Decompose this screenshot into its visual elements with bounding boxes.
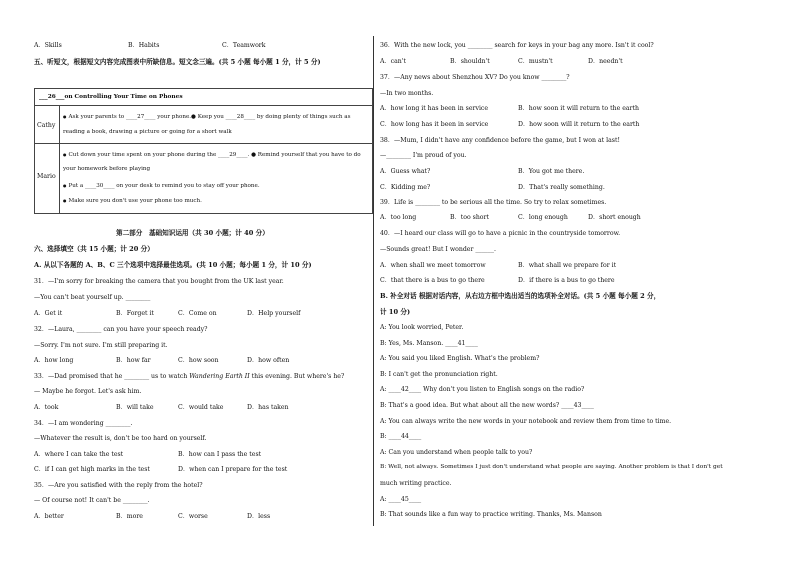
option[interactable]: B．Habits [128, 42, 160, 49]
dialogue-line: A: ____45____ [380, 496, 422, 503]
table-divider [35, 105, 372, 106]
question-line: — Of course not! It can't be ________. [34, 497, 150, 504]
option[interactable]: B．You got me there. [518, 168, 585, 175]
movie-title: Wandering Earth II [189, 373, 250, 380]
question-39: 39．Life is ________ to be serious all the time. So try to relax sometimes. [380, 199, 607, 206]
question-line: —________ I'm proud of you. [380, 152, 467, 159]
info-table [34, 88, 373, 214]
dialogue-line: B: That's a good idea. But what about all the new words? ____43____ [380, 402, 594, 409]
table-cell: ● Put a ____30____ on your desk to remind you to stay off your phone. [63, 182, 260, 190]
dialogue-line: B: Yes, Ms. Manson. ____41____ [380, 340, 478, 347]
option[interactable]: D．how soon will it return to the earth [518, 121, 640, 128]
dialogue-line: A: ____42____ Why don't you listen to English songs on the radio? [380, 386, 585, 393]
question-38: 38．—Mum, I didn't have any confidence before the game, but I won at last! [380, 137, 620, 144]
table-divider [35, 143, 372, 144]
option[interactable]: A．how long it has been in service [380, 105, 489, 112]
part-heading: 第二部分 基础知识运用（共 30 小题；计 40 分） [116, 229, 269, 237]
option[interactable]: D．when can I prepare for the test [178, 466, 288, 473]
question-line: —Whatever the result is, don't be too hard on yourself. [34, 435, 207, 442]
option[interactable]: A．can't [380, 58, 406, 65]
dialogue-line: B: Well, not always. Sometimes I just don't understand what people are saying. Another problem is that I don't get [380, 464, 723, 470]
option[interactable]: C．worse [178, 513, 208, 520]
dialogue-line: B: That sounds like a fun way to practice writing. Thanks, Ms. Manson [380, 511, 602, 518]
table-cell: reading a book, drawing a picture or going for a short walk [63, 129, 232, 135]
option[interactable]: C．how soon [178, 357, 219, 364]
option[interactable]: D．has taken [247, 404, 289, 411]
option[interactable]: C．that there is a bus to go there [380, 277, 485, 284]
option[interactable]: D．That's really something. [518, 184, 605, 191]
question-31: 31．—I'm sorry for breaking the camera that you bought from the UK last year. [34, 278, 284, 285]
table-title: ___26___on Controlling Your Time on Phones [39, 94, 183, 100]
option[interactable]: A．Get it [34, 310, 63, 317]
option[interactable]: A．Guess what? [380, 168, 431, 175]
option[interactable]: C．Kidding me? [380, 184, 431, 191]
question-line: —Sounds great! But I wonder ______. [380, 246, 496, 253]
dialogue-line: much writing practice. [380, 480, 452, 487]
question-34: 34．—I am wondering ________. [34, 420, 133, 427]
cathy-label: Cathy [37, 122, 56, 129]
question-37: 37．—Any news about Shenzhou XV? Do you know ________? [380, 74, 570, 81]
option[interactable]: B．Forget it [116, 310, 154, 317]
question-35: 35．—Are you satisfied with the reply from the hotel? [34, 482, 203, 489]
question-line: —In two months. [380, 90, 434, 97]
table-cell: ● Ask your parents to ____27____ your phone.● Keep you ____28____ by doing plenty of things such as [63, 113, 350, 121]
table-cell: ● Cut down your time spent on your phone during the ____29____. ● Remind yourself that you have to do [63, 151, 361, 159]
section-heading: 计 10 分) [380, 308, 411, 316]
option[interactable]: B．shouldn't [450, 58, 490, 65]
column-divider [373, 36, 374, 526]
option[interactable]: A．took [34, 404, 59, 411]
option[interactable]: D．Help yourself [247, 310, 301, 317]
option[interactable]: C．Teamwork [222, 42, 266, 49]
option[interactable]: C．if I can get high marks in the test [34, 466, 150, 473]
question-line: — Maybe he forgot. Let's ask him. [34, 388, 142, 395]
dialogue-line: B: I can't get the pronunciation right. [380, 371, 498, 378]
question-line: —You can't beat yourself up. ________ [34, 294, 151, 301]
mario-label: Mario [37, 173, 56, 180]
option[interactable]: D．short enough [588, 214, 641, 221]
option[interactable]: C．mustn't [518, 58, 553, 65]
option[interactable]: A．where I can take the test [34, 451, 124, 458]
section-heading: B. 补全对话 根据对话内容，从右边方框中选出适当的选项补全对话。(共 5 小题 每小题 2 分， [380, 292, 661, 300]
option[interactable]: A．when shall we meet tomorrow [380, 262, 486, 269]
option[interactable]: B．more [116, 513, 143, 520]
option[interactable]: C．long enough [518, 214, 568, 221]
option[interactable]: A．too long [380, 214, 417, 221]
option[interactable]: A．how long [34, 357, 74, 364]
option[interactable]: B．will take [116, 404, 154, 411]
option[interactable]: A．Skills [34, 42, 62, 49]
section-heading: 五、听短文，根据短文内容完成图表中所缺信息。短文念三遍。(共 5 小题 每小题 1 分，计 5 分) [34, 58, 321, 66]
dialogue-line: A: Can you understand when people talk to you? [380, 449, 533, 456]
option[interactable]: C．would take [178, 404, 224, 411]
table-cell: ● Make sure you don't use your phone too much. [63, 197, 202, 205]
option[interactable]: C．how long has it been in service [380, 121, 489, 128]
option[interactable]: D．less [247, 513, 271, 520]
table-vline [59, 105, 60, 213]
question-text: this evening. But where's he? [249, 373, 345, 380]
section-heading: 六、选择填空（共 15 小题；计 20 分） [34, 245, 154, 253]
dialogue-line: A: You can always write the new words in your notebook and review them from time to time. [380, 418, 672, 425]
table-cell: your homework before playing [63, 166, 151, 172]
question-line: —Sorry. I'm not sure. I'm still preparing it. [34, 342, 168, 349]
dialogue-line: B: ____44____ [380, 433, 422, 440]
question-text: 33．—Dad promised that he ________ us to watch [34, 373, 190, 380]
question-40: 40．—I heard our class will go to have a picnic in the countryside tomorrow. [380, 230, 621, 237]
option[interactable]: C．Come on [178, 310, 217, 317]
option[interactable]: B．how soon it will return to the earth [518, 105, 639, 112]
option[interactable]: B．how far [116, 357, 151, 364]
option[interactable]: B．what shall we prepare for it [518, 262, 617, 269]
dialogue-line: A: You look worried, Peter. [380, 324, 464, 331]
option[interactable]: D．needn't [588, 58, 623, 65]
option[interactable]: D．if there is a bus to go there [518, 277, 615, 284]
section-heading: A. 从以下各题的 A、B、C 三个选项中选择最佳选项。(共 10 小题；每小题 1 分，计 10 分) [34, 261, 312, 269]
option[interactable]: B．too short [450, 214, 489, 221]
option[interactable]: B．how can I pass the test [178, 451, 262, 458]
question-32: 32．—Laura, ________ can you have your speech ready? [34, 326, 208, 333]
question-33 [34, 373, 344, 380]
option[interactable]: D．how often [247, 357, 290, 364]
dialogue-line: A: You said you liked English. What's the problem? [380, 355, 540, 362]
option[interactable]: A．better [34, 513, 64, 520]
question-36: 36．With the new lock, you ________ search for keys in your bag any more. Isn't it cool? [380, 42, 654, 49]
